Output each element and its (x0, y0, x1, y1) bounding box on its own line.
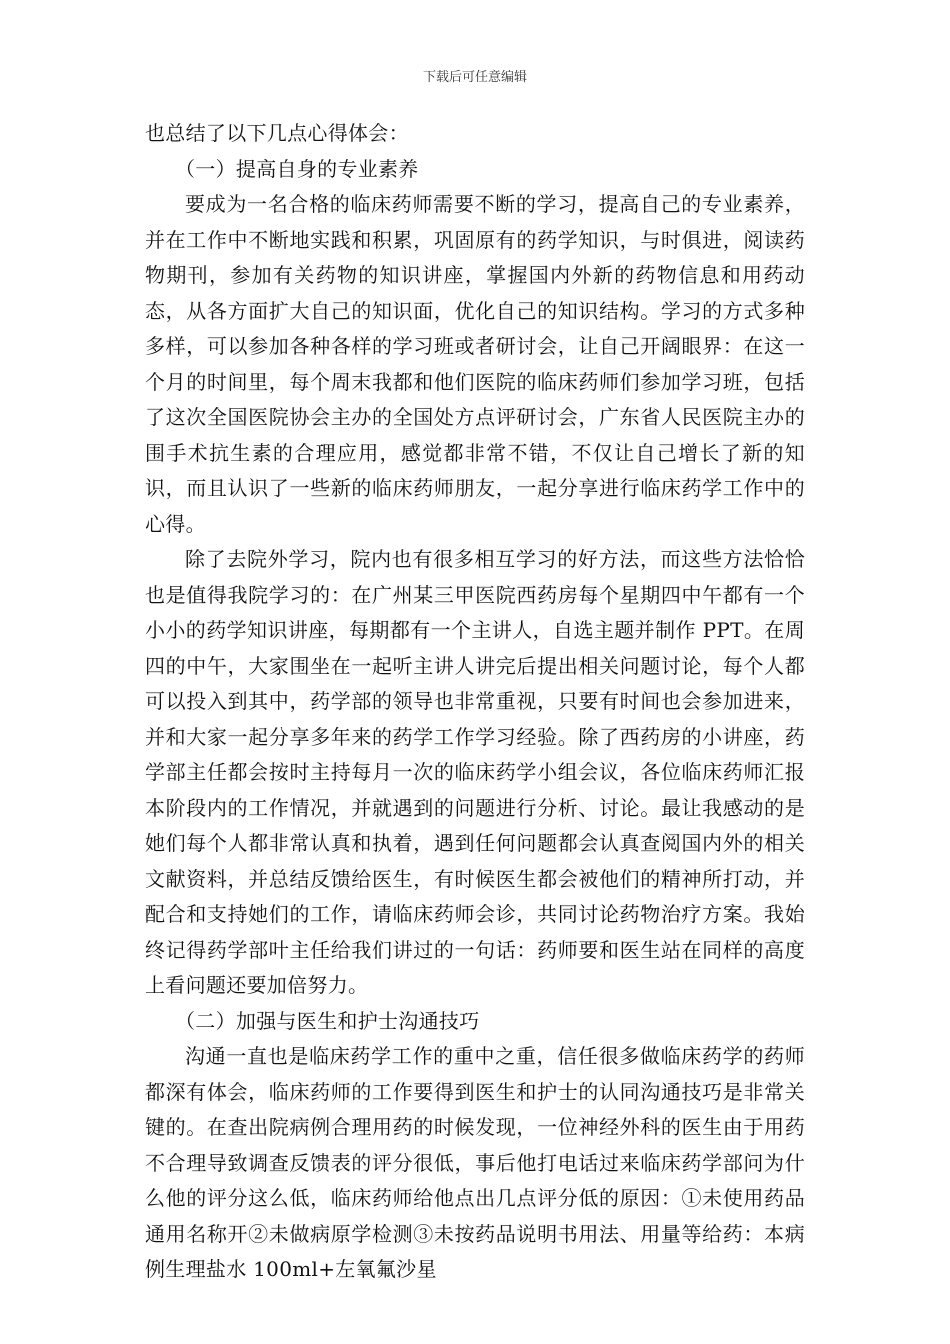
section-heading-1: （一）提高自身的专业素养 (175, 156, 419, 181)
document-body (145, 116, 805, 1288)
paragraph-3: 沟通一直也是临床药学工作的重中之重，信任很多做临床药学的药师都深有体会，临床药师的工作要得到医生和护士的认同沟通技巧是非常关键的。在查出院病例合理用药的时候发现，一位神经外科的医生由于用药不合理导致调查反馈表的评分很低，事后他打电话过来临床药学部问为什么他的评分这么低，临床药师给他点出几点评分低的原因：①未使用药品通用名称开②未做病原学检测③未按药品说明书用法、用量等给药：本病例生理盐水 100ml+左氧氟沙星 (145, 1044, 805, 1281)
paragraph-1: 要成为一名合格的临床药师需要不断的学习，提高自己的专业素养，并在工作中不断地实践和积累，巩固原有的药学知识，与时俱进，阅读药物期刊，参加有关药物的知识讲座，掌握国内外新的药物信息和用药动态，从各方面扩大自己的知识面，优化自己的知识结构。学习的方式多种多样，可以参加各种各样的学习班或者研讨会，让自己开阔眼界：在这一个月的时间里，每个周末我都和他们医院的临床药师们参加学习班，包括了这次全国医院协会主办的全国处方点评研讨会，广东省人民医院主办的围手术抗生素的合理应用，感觉都非常不错，不仅让自己增长了新的知识，而且认识了一些新的临床药师朋友，一起分享进行临床药学工作中的心得。 (145, 192, 805, 536)
paragraph-2: 除了去院外学习，院内也有很多相互学习的好方法，而这些方法恰恰也是值得我院学习的：在广州某三甲医院西药房每个星期四中午都有一个小小的药学知识讲座，每期都有一个主讲人，自选主题并制作 PPT。在周四的中午，大家围坐在一起听主讲人讲完后提出相关问题讨论，每个人都可以投入到其中，药学部的领导也非常重视，只要有时间也会参加进来，并和大家一起分享多年来的药学工作学习经验。除了西药房的小讲座，药学部主任都会按时主持每月一次的临床药学小组会议，各位临床药师汇报本阶段内的工作情况，并就遇到的问题进行分析、讨论。最让我感动的是她们每个人都非常认真和执着，遇到任何问题都会认真查阅国内外的相关文献资料，并总结反馈给医生，有时候医生都会被他们的精神所打动，并配合和支持她们的工作，请临床药师会诊，共同讨论药物治疗方案。我始终记得药学部叶主任给我们讲过的一句话：药师要和医生站在同样的高度上看问题还要加倍努力。 (145, 547, 805, 997)
intro-line: 也总结了以下几点心得体会： (145, 121, 409, 145)
page-header: 下载后可任意编辑 (422, 70, 527, 85)
section-heading-2: （二）加强与医生和护士沟通技巧 (175, 1008, 480, 1033)
